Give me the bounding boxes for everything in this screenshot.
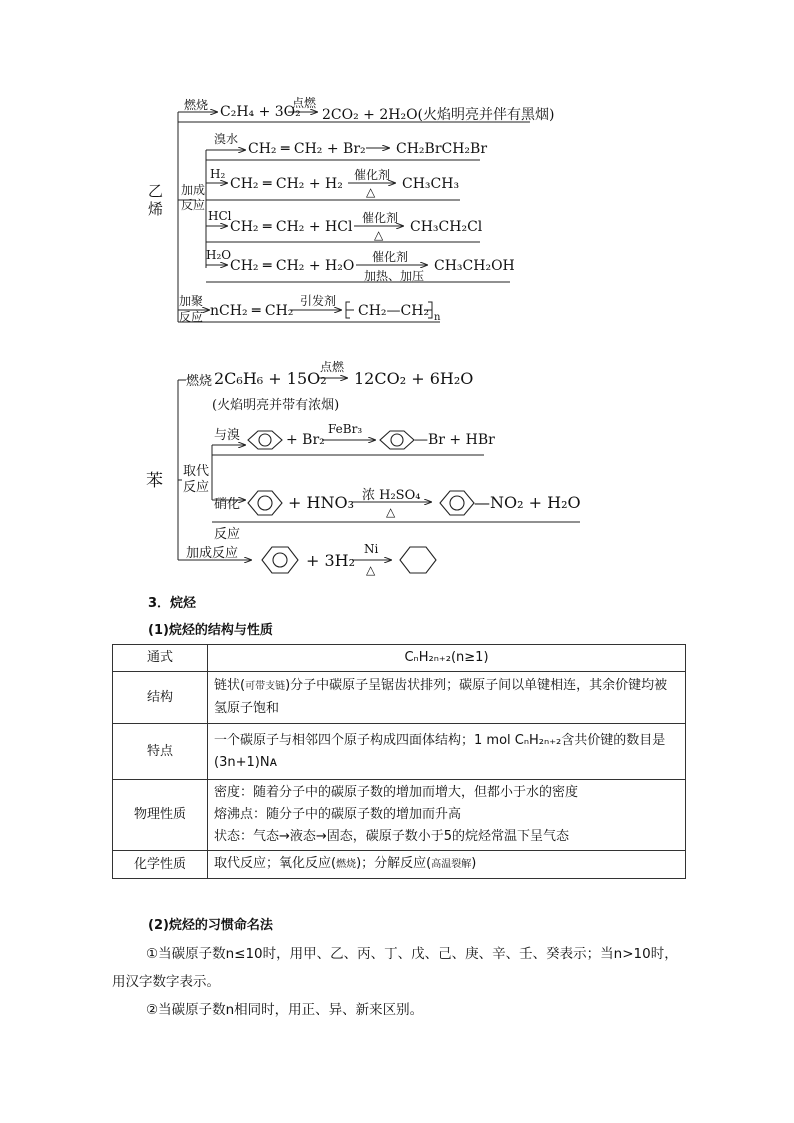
chemical-value (208, 851, 686, 879)
substitution-br-eq-right: —Br + HBr (414, 432, 495, 448)
ethylene-combustion-eq-right: 2CO₂ + 2H₂O(火焰明亮并伴有黑烟) (322, 107, 555, 123)
addition-h2-cond-bottom: △ (366, 185, 376, 199)
benzene-label: 苯 (146, 471, 163, 491)
substitution-nitro-cond-bottom: △ (386, 505, 396, 519)
formula-value: CₙH₂ₙ₊₂(n≥1) (208, 645, 686, 672)
addition-hcl-cond-bottom: △ (374, 228, 384, 242)
formula-key: 通式 (113, 645, 208, 672)
table-row (113, 851, 686, 879)
polymer-eq-left: nCH₂ ═ CH₂ (210, 303, 294, 319)
naming-title: (2)烷烃的习惯命名法 (148, 918, 273, 933)
addition-h2o-eq-right: CH₃CH₂OH (434, 258, 515, 274)
addition-h2-cond-top: 催化剂 (354, 168, 391, 182)
addition-h2o-eq-left: CH₂ ═ CH₂ + H₂O (230, 258, 355, 274)
chemical-text-a: 取代反应；氧化反应( (214, 856, 337, 871)
benzene-ring-icon-4 (440, 491, 474, 515)
table-row (113, 645, 686, 672)
ethylene-polymer-label: 加聚反应 (179, 294, 204, 324)
chemical-text-b: )；分解反应( (356, 856, 432, 871)
addition-br-eq-right: CH₂BrCH₂Br (396, 141, 488, 157)
ethylene-combustion-cond: 点燃 (292, 96, 317, 110)
polymer-cond: 引发剂 (300, 294, 337, 308)
substitution-nitro-cond-top: 浓 H₂SO₄ (362, 488, 421, 503)
benzene-ring-icon-1 (248, 431, 282, 449)
addition-h2-eq-right: CH₃CH₃ (402, 176, 460, 192)
ethylene-combustion-label: 燃烧 (184, 98, 209, 112)
chemical-key: 化学性质 (113, 851, 208, 879)
polymer-eq-right: CH₂—CH₂ (358, 303, 430, 319)
benzene-addition-cond-top: Ni (364, 542, 379, 556)
benzene-substitution-label: 取代反应 (183, 464, 210, 495)
polymer-n: n (434, 312, 441, 323)
alkane-properties-table (112, 644, 686, 879)
feature-key: 特点 (113, 724, 208, 780)
substitution-br-eq-mid: + Br₂ (286, 432, 325, 448)
physical-value (208, 780, 686, 851)
structure-note: 可带支链 (245, 681, 286, 692)
ethylene-combustion-eq-left: C₂H₄ + 3O₂ (220, 104, 301, 120)
benzene-ring-icon-5 (262, 547, 298, 573)
structure-text-a: 链状( (214, 678, 246, 693)
table-row (113, 724, 686, 780)
benzene-combustion-cond: 点燃 (320, 360, 345, 374)
benzene-combustion-eq-right: 12CO₂ + 6H₂O (354, 369, 474, 388)
structure-value (208, 672, 686, 724)
addition-br-reagent: 溴水 (214, 132, 239, 146)
substitution-br-cond: FeBr₃ (328, 422, 363, 436)
physical-key: 物理性质 (113, 780, 208, 851)
table-title: (1)烷烃的结构与性质 (148, 623, 273, 638)
structure-key: 结构 (113, 672, 208, 724)
benzene-ring-icon-2 (380, 431, 414, 449)
addition-h2o-cond-top: 催化剂 (372, 250, 409, 264)
benzene-addition-eq-mid: + 3H₂ (306, 551, 356, 570)
chemical-text-c: ) (471, 856, 477, 871)
cyclohexane-ring-icon (400, 547, 436, 573)
ethylene-label: 乙烯 (148, 182, 164, 218)
naming-rule-2: ②当碳原子数n相同时，用正、异、新来区别。 (146, 1002, 424, 1018)
naming-rule-1: ①当碳原子数n≤10时，用甲、乙、丙、丁、戊、己、庚、辛、壬、癸表示；当n>10时，用汉字数字表示。 (112, 946, 678, 990)
substitution-br-reagent: 与溴 (214, 428, 241, 443)
ethylene-addition-label: 加成反应 (181, 183, 206, 212)
physical-boiling: 熔沸点：随分子中的碳原子数的增加而升高 (214, 807, 462, 822)
structure-text-b: )分子中碳原子呈锯齿状排列；碳原子间以单键相连，其余价键均被氢原子饱和 (214, 678, 668, 716)
chemical-note-1: 燃烧 (336, 859, 357, 870)
benzene-combustion-label: 燃烧 (186, 374, 213, 389)
benzene-combustion-eq-left: 2C₆H₆ + 15O₂ (214, 369, 327, 388)
addition-hcl-reagent: HCl (208, 209, 232, 223)
substitution-nitro-eq-right: —NO₂ + H₂O (474, 493, 581, 512)
substitution-nitro-reagent: 硝化反应 (214, 497, 241, 542)
benzene-addition-label: 加成反应 (186, 546, 239, 561)
addition-h2o-reagent: H₂O (206, 248, 232, 262)
physical-state: 状态：气态→液态→固态，碳原子数小于5的烷烃常温下呈气态 (214, 829, 570, 844)
feature-value: 一个碳原子与相邻四个原子构成四面体结构；1 mol CₙH₂ₙ₊₂含共价键的数目是(3n+1)Nᴀ (208, 724, 686, 780)
benzene-ring-icon-3 (248, 491, 282, 515)
section-title: 3．烷烃 (148, 596, 197, 611)
addition-hcl-cond-top: 催化剂 (362, 211, 399, 225)
addition-hcl-eq-left: CH₂ ═ CH₂ + HCl (230, 219, 353, 235)
physical-density: 密度：随着分子中的碳原子数的增加而增大，但都小于水的密度 (214, 785, 579, 800)
benzene-addition-cond-bottom: △ (366, 563, 376, 577)
chemical-note-2: 高温裂解 (431, 859, 472, 870)
table-row (113, 672, 686, 724)
table-row (113, 780, 686, 851)
addition-h2-reagent: H₂ (210, 167, 226, 181)
addition-h2-eq-left: CH₂ ═ CH₂ + H₂ (230, 176, 343, 192)
benzene-combustion-note: (火焰明亮并带有浓烟) (212, 398, 340, 413)
addition-hcl-eq-right: CH₃CH₂Cl (410, 219, 483, 235)
substitution-nitro-eq-mid: + HNO₃ (288, 493, 354, 512)
addition-br-eq-left: CH₂ ═ CH₂ + Br₂ (248, 141, 366, 157)
addition-h2o-cond-bottom: 加热、加压 (364, 269, 425, 283)
